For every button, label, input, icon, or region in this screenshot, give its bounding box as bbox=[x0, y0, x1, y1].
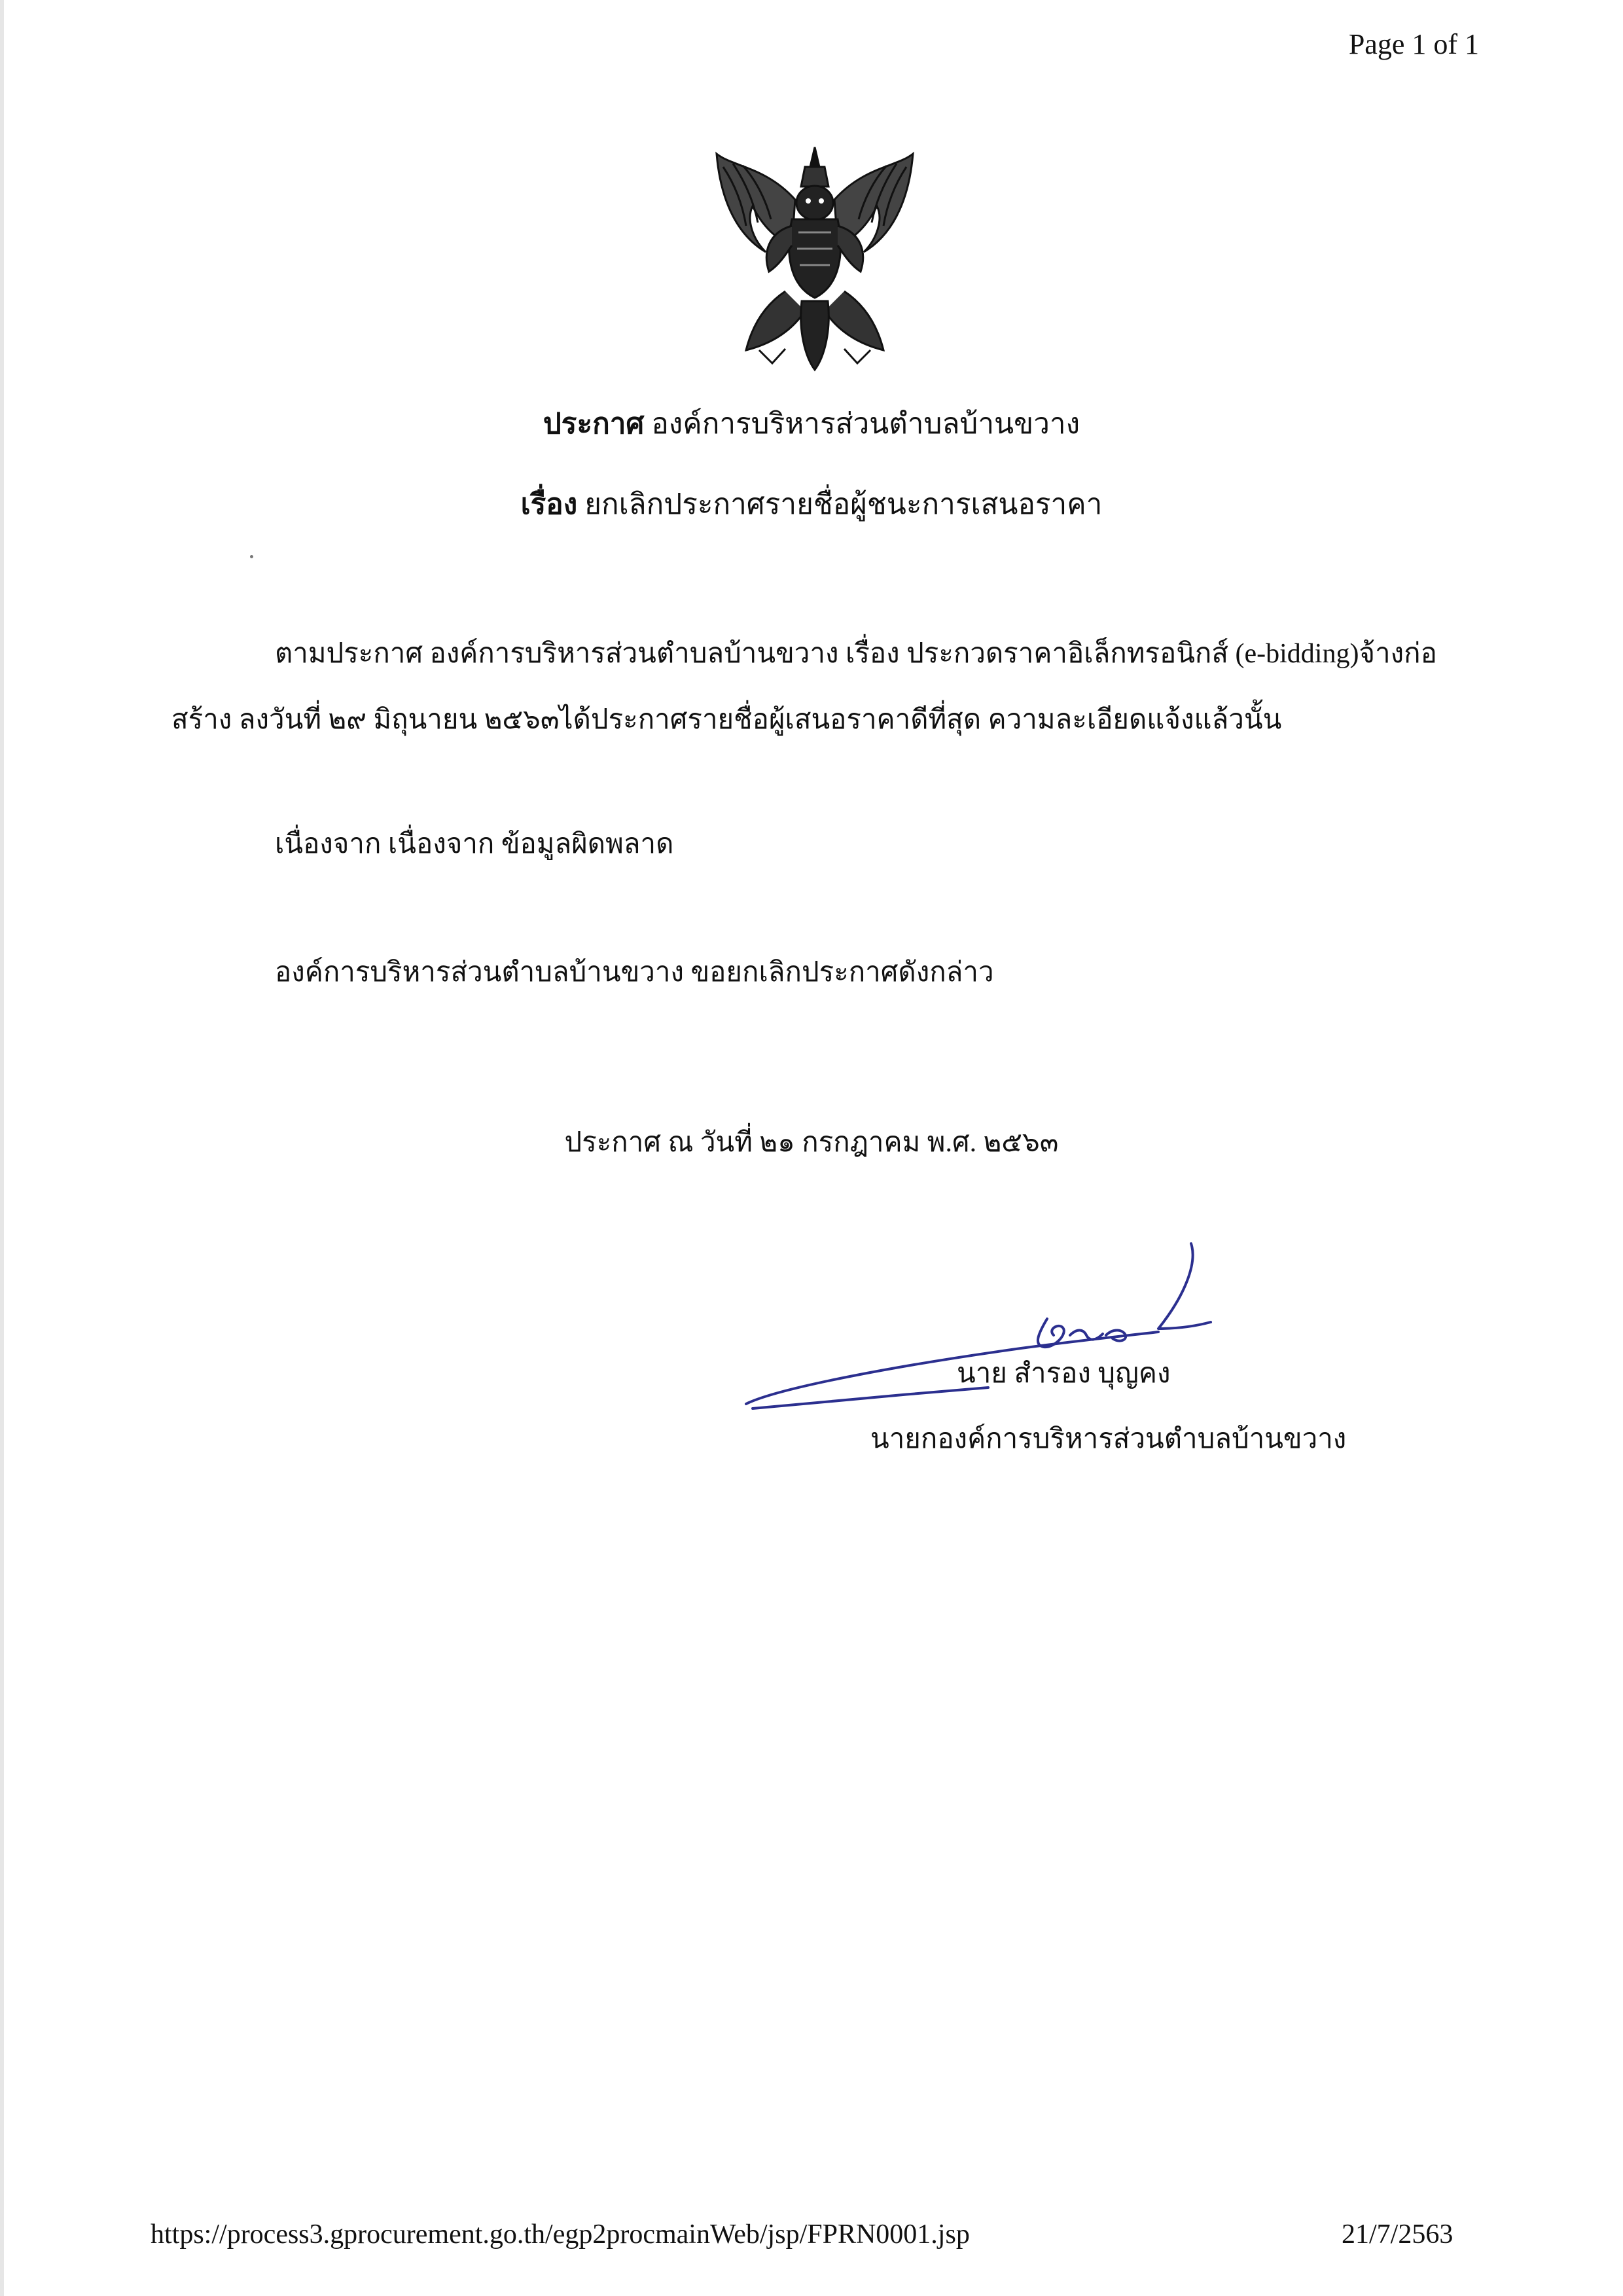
scan-speck bbox=[250, 555, 253, 558]
signer-name: นาย สำรอง บุญคง bbox=[957, 1359, 1171, 1389]
announcement-title bbox=[0, 401, 1623, 446]
paragraph-2: เนื่องจาก เนื่องจาก ข้อมูลผิดพลาด bbox=[275, 829, 674, 859]
handwritten-signature bbox=[740, 1230, 1237, 1427]
garuda-emblem-icon bbox=[707, 141, 923, 376]
announcement-date: ประกาศ ณ วันที่ ๒๑ กรกฎาคม พ.ศ. ๒๕๖๓ bbox=[564, 1128, 1059, 1158]
paragraph-1-line-1: ตามประกาศ องค์การบริหารส่วนตำบลบ้านขวาง เรื่อง ประกวดราคาอิเล็กทรอนิกส์ (e-bidding)จ้างก่อ bbox=[275, 639, 1437, 669]
signer-title: นายกองค์การบริหารส่วนตำบลบ้านขวาง bbox=[870, 1424, 1347, 1454]
title-lead-prakat: ประกาศ bbox=[543, 408, 645, 440]
footer-url: https://process3.gprocurement.go.th/egp2procmainWeb/jsp/FPRN0001.jsp bbox=[151, 2219, 970, 2250]
page-number: Page 1 of 1 bbox=[1348, 28, 1479, 60]
subject-text: ยกเลิกประกาศรายชื่อผู้ชนะการเสนอราคา bbox=[584, 488, 1103, 520]
organization-name: องค์การบริหารส่วนตำบลบ้านขวาง bbox=[651, 408, 1080, 440]
footer-print-date: 21/7/2563 bbox=[1342, 2219, 1454, 2250]
paragraph-3: องค์การบริหารส่วนตำบลบ้านขวาง ขอยกเลิกประกาศดังกล่าว bbox=[275, 958, 994, 988]
paragraph-1-line-2: สร้าง ลงวันที่ ๒๙ มิถุนายน ๒๕๖๓ได้ประกาศรายชื่อผู้เสนอราคาดีที่สุด ความละเอียดแจ้งแล้วนั้น bbox=[171, 705, 1282, 735]
announcement-subject bbox=[0, 481, 1623, 527]
subject-lead: เรื่อง bbox=[520, 488, 578, 520]
